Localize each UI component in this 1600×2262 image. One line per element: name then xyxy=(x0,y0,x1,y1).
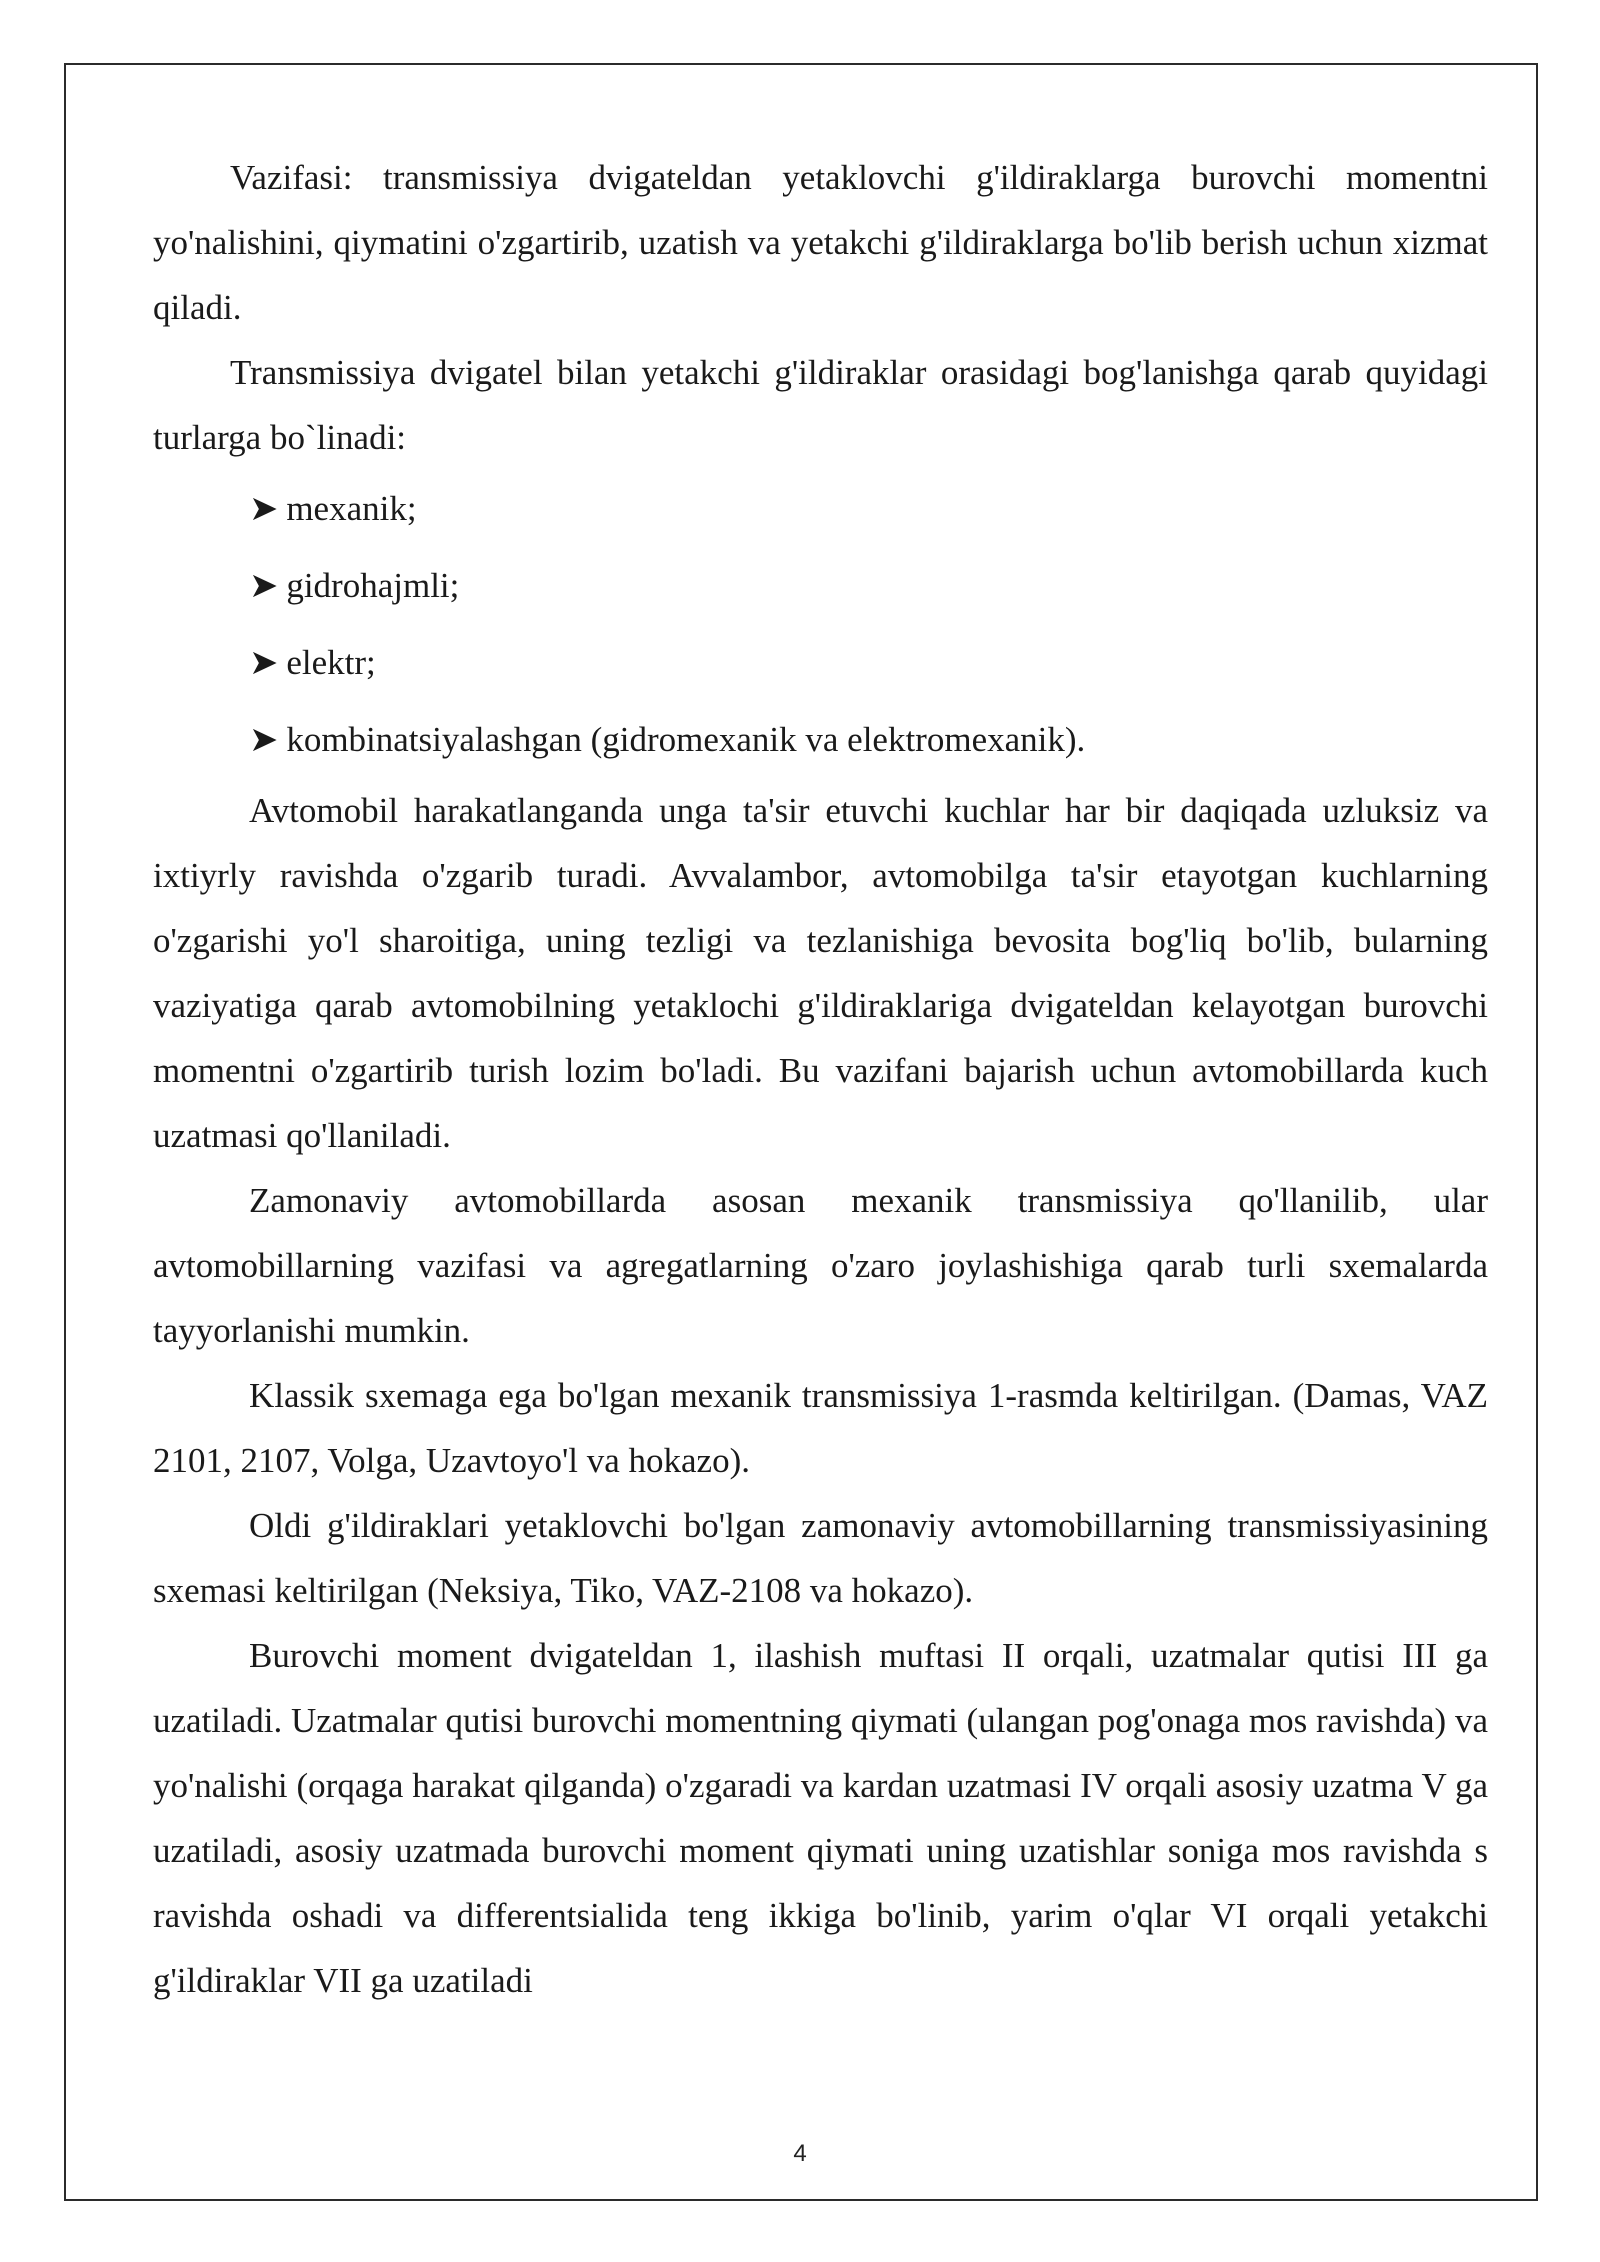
list-item xyxy=(249,470,1488,547)
list-item xyxy=(249,547,1488,624)
list-item xyxy=(249,701,1488,778)
list-item-text: mexanik; xyxy=(286,489,417,528)
paragraph-front-wheel-drive: Oldi g'ildiraklari yetaklovchi bo'lgan zamonaviy avtomobillarning transmissiyasining sxemasi keltirilgan (Neksiya, Tiko, VAZ-2108 va hokazo). xyxy=(153,1506,1488,1610)
paragraph-classic-scheme: Klassik sxemaga ega bo'lgan mexanik transmissiya 1-rasmda keltirilgan. (Damas, VAZ 2101, 2107, Volga, Uzavtoyo'l va hokazo). xyxy=(153,1376,1488,1480)
list-item-text: elektr; xyxy=(286,643,376,682)
paragraph-classification: Transmissiya dvigatel bilan yetakchi g'ildiraklar orasidagi bog'lanishga qarab quyidagi turlarga bo`linadi: xyxy=(153,353,1488,457)
page-content xyxy=(153,145,1488,2013)
arrow-bullet-icon: ➤ xyxy=(249,643,279,682)
list-item-text: kombinatsiyalashgan (gidromexanik va elektromexanik). xyxy=(286,720,1086,759)
list-item-text: gidrohajmli; xyxy=(286,566,460,605)
paragraph-forces: Avtomobil harakatlanganda unga ta'sir etuvchi kuchlar har bir daqiqada uzluksiz va ixtiyrly ravishda o'zgarib turadi. Avvalambor, avtomobilga ta'sir etayotgan kuchlarning o'zgarishi yo'l sharoitiga, uning tezligi va tezlanishiga bevosita bog'liq bo'lib, bularning vaziyatiga qarab avtomobilning yetaklochi g'ildiraklariga dvigateldan kelayotgan burovchi momentni o'zgartirib turish lozim bo'ladi. Bu vazifani bajarish uchun avtomobillarda kuch uzatmasi qo'llaniladi. xyxy=(153,791,1488,1155)
arrow-bullet-icon: ➤ xyxy=(249,720,279,759)
page-number: 4 xyxy=(793,2140,807,2167)
arrow-bullet-icon: ➤ xyxy=(249,566,279,605)
transmission-types-list xyxy=(153,470,1488,778)
paragraph-purpose: Vazifasi: transmissiya dvigateldan yetaklovchi g'ildiraklarga burovchi momentni yo'nalishini, qiymatini o'zgartirib, uzatish va yetakchi g'ildiraklarga bo'lib berish uchun xizmat qiladi. xyxy=(153,158,1488,327)
list-item xyxy=(249,624,1488,701)
arrow-bullet-icon: ➤ xyxy=(249,489,279,528)
paragraph-torque-path: Burovchi moment dvigateldan 1, ilashish muftasi II orqali, uzatmalar qutisi III ga uzatiladi. Uzatmalar qutisi burovchi momentning qiymati (ulangan pog'onaga mos ravishda) va yo'nalishi (orqaga harakat qilganda) o'zgaradi va kardan uzatmasi IV orqali asosiy uzatma V ga uzatiladi, asosiy uzatmada burovchi moment qiymati uning uzatishlar soniga mos ravishda s ravishda oshadi va differentsialida teng ikkiga bo'linib, yarim o'qlar VI orqali yetakchi g'ildiraklar VII ga uzatiladi xyxy=(153,1636,1488,2000)
paragraph-modern-transmission: Zamonaviy avtomobillarda asosan mexanik transmissiya qo'llanilib, ular avtomobillarning vazifasi va agregatlarning o'zaro joylashishiga qarab turli sxemalarda tayyorlanishi mumkin. xyxy=(153,1181,1488,1350)
